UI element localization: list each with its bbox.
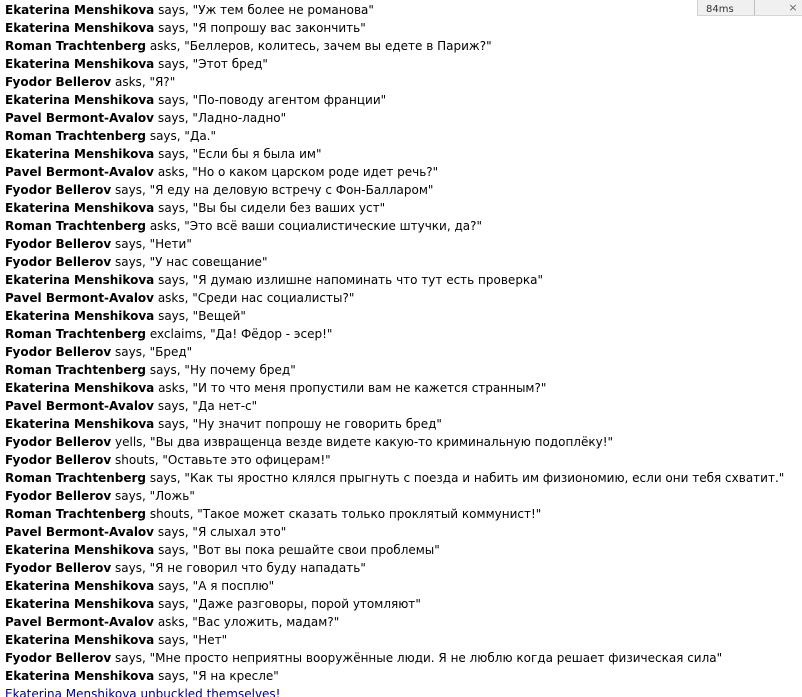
message-verb: says — [158, 417, 186, 431]
chat-message: Ekaterina Menshikova says, "А я посплю" — [5, 579, 275, 593]
message-verb: asks — [158, 381, 185, 395]
message-speaker: Fyodor Bellerov — [5, 651, 112, 665]
chat-message: Pavel Bermont-Avalov says, "Я слыхал это" — [5, 525, 287, 539]
message-verb: says — [158, 21, 186, 35]
message-text: Я? — [154, 75, 170, 89]
chat-message: Roman Trachtenberg says, "Ну почему бред" — [5, 363, 296, 377]
message-verb: shouts — [149, 507, 190, 521]
message-speaker: Fyodor Bellerov — [5, 489, 112, 503]
message-speaker: Fyodor Bellerov — [5, 75, 112, 89]
message-text: Оставьте это офицерам! — [167, 453, 326, 467]
message-text: Беллеров, колитесь, зачем вы едете в Париж? — [189, 39, 487, 53]
message-speaker: Fyodor Bellerov — [5, 345, 112, 359]
message-text: Вас уложить, мадам? — [197, 615, 334, 629]
message-verb: says — [158, 3, 186, 17]
chat-message: Ekaterina Menshikova says, "Вещей" — [5, 309, 246, 323]
message-text: Я на кресле — [198, 669, 274, 683]
chat-message: Ekaterina Menshikova says, "Вот вы пока решайте свои проблемы" — [5, 543, 440, 557]
message-speaker: Ekaterina Menshikova — [5, 309, 155, 323]
message-text: И то что меня пропустили вам не кажется странным? — [198, 381, 541, 395]
message-verb: yells — [115, 435, 143, 449]
chat-message: Fyodor Bellerov yells, "Вы два извращенца везде видете какую-то криминальную подоплёку!" — [5, 435, 614, 449]
chat-message: Fyodor Bellerov shouts, "Оставьте это офицерам!" — [5, 453, 331, 467]
message-verb: says — [158, 309, 186, 323]
message-text: По-поводу агентом франции — [198, 93, 381, 107]
message-speaker: Fyodor Bellerov — [5, 183, 112, 197]
message-text: Вы бы сидели без ваших уст — [198, 201, 380, 215]
message-speaker: Ekaterina Menshikova — [5, 381, 155, 395]
chat-message: Fyodor Bellerov says, "Нети" — [5, 237, 192, 251]
message-text: Такое может сказать только проклятый коммунист! — [202, 507, 536, 521]
message-speaker: Ekaterina Menshikova — [5, 579, 155, 593]
message-speaker: Pavel Bermont-Avalov — [5, 399, 154, 413]
message-verb: says — [115, 183, 142, 197]
message-speaker: Fyodor Bellerov — [5, 453, 112, 467]
message-verb: says — [158, 579, 186, 593]
chat-message: Pavel Bermont-Avalov asks, "Вас уложить, мадам?" — [5, 615, 340, 629]
message-verb: says — [115, 255, 142, 269]
message-text: Этот бред — [198, 57, 263, 71]
message-verb: says — [115, 561, 142, 575]
message-verb: asks — [157, 165, 185, 179]
message-speaker: Fyodor Bellerov — [5, 237, 112, 251]
message-text: У нас совещание — [155, 255, 262, 269]
message-speaker: Roman Trachtenberg — [5, 507, 146, 521]
chat-message: Ekaterina Menshikova says, "Этот бред" — [5, 57, 268, 71]
message-speaker: Roman Trachtenberg — [5, 471, 146, 485]
chat-message: Fyodor Bellerov asks, "Я?" — [5, 75, 176, 89]
chat-message: Ekaterina Menshikova says, "По-поводу агентом франции" — [5, 93, 387, 107]
message-speaker: Ekaterina Menshikova — [5, 93, 155, 107]
message-speaker: Ekaterina Menshikova — [5, 417, 155, 431]
message-text: Ну почему бред — [189, 363, 291, 377]
chat-message: Ekaterina Menshikova says, "Нет" — [5, 633, 228, 647]
message-speaker: Pavel Bermont-Avalov — [5, 165, 154, 179]
chat-message: Roman Trachtenberg exclaims, "Да! Фёдор - эсер!" — [5, 327, 333, 341]
message-text: Даже разговоры, порой утомляют — [198, 597, 416, 611]
message-text: Но о каком царском роде идет речь? — [197, 165, 433, 179]
chat-message: Fyodor Bellerov says, "Ложь" — [5, 489, 195, 503]
chat-message: Fyodor Bellerov says, "У нас совещание" — [5, 255, 268, 269]
message-text: Ладно-ладно — [197, 111, 281, 125]
message-text: Я слыхал это — [197, 525, 281, 539]
message-verb: says — [158, 93, 186, 107]
chat-message: Roman Trachtenberg says, "Как ты яростно клялся прыгнуть с поезда и набить им физиономию, если они тебя схватит." — [5, 471, 785, 485]
message-text: Уж тем более не романова — [198, 3, 369, 17]
message-verb: says — [158, 57, 186, 71]
message-speaker: Fyodor Bellerov — [5, 255, 112, 269]
message-speaker: Ekaterina Menshikova — [5, 633, 155, 647]
message-speaker: Ekaterina Menshikova — [5, 3, 155, 17]
message-speaker: Ekaterina Menshikova — [5, 543, 155, 557]
chat-message: Pavel Bermont-Avalov says, "Ладно-ладно" — [5, 111, 287, 125]
chat-message: Ekaterina Menshikova asks, "И то что меня пропустили вам не кажется странным?" — [5, 381, 547, 395]
message-text: А я посплю — [198, 579, 269, 593]
message-text: Среди нас социалисты? — [197, 291, 349, 305]
message-speaker: Ekaterina Menshikova — [5, 57, 155, 71]
message-speaker: Fyodor Bellerov — [5, 561, 112, 575]
close-icon[interactable]: × — [788, 1, 798, 14]
chat-message: Roman Trachtenberg asks, "Это всё ваши социалистические штучки, да?" — [5, 219, 483, 233]
message-text: Бред — [155, 345, 187, 359]
chat-message: Fyodor Bellerov says, "Я не говорил что буду нападать" — [5, 561, 366, 575]
chat-message: Ekaterina Menshikova says, "Я думаю излишне напоминать что тут есть проверка" — [5, 273, 544, 287]
message-speaker: Ekaterina Menshikova — [5, 669, 155, 683]
message-verb: says — [158, 147, 186, 161]
message-text: Нети — [155, 237, 187, 251]
message-verb: says — [158, 273, 186, 287]
message-verb: says — [115, 651, 142, 665]
message-speaker: Ekaterina Menshikova — [5, 147, 155, 161]
message-verb: says — [115, 489, 142, 503]
message-verb: says — [149, 471, 177, 485]
message-speaker: Pavel Bermont-Avalov — [5, 111, 154, 125]
message-verb: says — [115, 345, 142, 359]
chat-message: Ekaterina Menshikova says, "Даже разговоры, порой утомляют" — [5, 597, 421, 611]
message-verb: says — [158, 597, 186, 611]
chat-log — [5, 1, 795, 697]
chat-message: Roman Trachtenberg says, "Да." — [5, 129, 217, 143]
message-verb: says — [115, 237, 142, 251]
message-text: Я еду на деловую встречу с Фон-Балларом — [155, 183, 428, 197]
message-speaker: Roman Trachtenberg — [5, 363, 146, 377]
message-text: Да. — [189, 129, 211, 143]
message-speaker: Fyodor Bellerov — [5, 435, 112, 449]
message-speaker: Ekaterina Menshikova — [5, 201, 155, 215]
chat-message: Ekaterina Menshikova says, "Ну значит попрошу не говорить бред" — [5, 417, 442, 431]
message-verb: asks — [157, 615, 185, 629]
message-verb: says — [157, 111, 185, 125]
message-text: Я не говорил что буду нападать — [155, 561, 361, 575]
message-verb: asks — [149, 219, 177, 233]
message-text: Вещей — [198, 309, 241, 323]
message-speaker: Roman Trachtenberg — [5, 39, 146, 53]
message-text: Я попрошу вас закончить — [198, 21, 361, 35]
message-text: Вы два извращенца везде видете какую-то криминальную подоплёку! — [155, 435, 608, 449]
chat-message: Ekaterina Menshikova says, "Уж тем более не романова" — [5, 3, 374, 17]
message-text: Как ты яростно клялся прыгнуть с поезда и набить им физиономию, если они тебя схватит. — [189, 471, 779, 485]
ping-label: 84ms — [706, 4, 734, 15]
chat-message: Ekaterina Menshikova says, "Если бы я была им" — [5, 147, 322, 161]
message-text: Вот вы пока решайте свои проблемы — [198, 543, 435, 557]
chat-message: Pavel Bermont-Avalov says, "Да нет-с" — [5, 399, 258, 413]
emote-message: Ekaterina Menshikova unbuckled themselves! — [5, 687, 281, 697]
message-speaker: Pavel Bermont-Avalov — [5, 525, 154, 539]
message-speaker: Pavel Bermont-Avalov — [5, 291, 154, 305]
message-speaker: Roman Trachtenberg — [5, 327, 146, 341]
ping-divider — [754, 0, 755, 15]
message-text: Мне просто неприятны вооружённые люди. Я не люблю когда решает физическая сила — [155, 651, 717, 665]
chat-message: Ekaterina Menshikova says, "Вы бы сидели без ваших уст" — [5, 201, 386, 215]
message-speaker: Pavel Bermont-Avalov — [5, 615, 154, 629]
chat-message: Pavel Bermont-Avalov asks, "Среди нас социалисты?" — [5, 291, 355, 305]
message-verb: says — [158, 543, 186, 557]
chat-message: Roman Trachtenberg shouts, "Такое может сказать только проклятый коммунист!" — [5, 507, 542, 521]
chat-message: Fyodor Bellerov says, "Я еду на деловую встречу с Фон-Балларом" — [5, 183, 434, 197]
message-verb: shouts — [115, 453, 155, 467]
message-text: Я думаю излишне напоминать что тут есть проверка — [198, 273, 538, 287]
message-speaker: Roman Trachtenberg — [5, 219, 146, 233]
message-verb: says — [157, 525, 185, 539]
message-speaker: Roman Trachtenberg — [5, 129, 146, 143]
message-text: Нет — [198, 633, 222, 647]
message-verb: says — [149, 129, 177, 143]
message-verb: says — [149, 363, 177, 377]
message-verb: asks — [115, 75, 142, 89]
chat-message: Fyodor Bellerov says, "Мне просто неприятны вооружённые люди. Я не люблю когда решает физическая сила" — [5, 651, 723, 665]
message-text: Ложь — [155, 489, 190, 503]
message-verb: asks — [157, 291, 185, 305]
message-verb: says — [158, 633, 186, 647]
message-text: Да нет-с — [197, 399, 252, 413]
chat-message: Fyodor Bellerov says, "Бред" — [5, 345, 193, 359]
message-verb: exclaims — [149, 327, 203, 341]
message-verb: says — [157, 399, 185, 413]
message-text: Если бы я была им — [198, 147, 316, 161]
message-speaker: Ekaterina Menshikova — [5, 597, 155, 611]
message-text: Да! Фёдор - эсер! — [215, 327, 327, 341]
chat-message: Ekaterina Menshikova says, "Я на кресле" — [5, 669, 279, 683]
chat-message: Ekaterina Menshikova says, "Я попрошу вас закончить" — [5, 21, 366, 35]
chat-message: Pavel Bermont-Avalov asks, "Но о каком царском роде идет речь?" — [5, 165, 439, 179]
chat-message: Roman Trachtenberg asks, "Беллеров, колитесь, зачем вы едете в Париж?" — [5, 39, 492, 53]
message-verb: says — [158, 201, 186, 215]
message-text: Ну значит попрошу не говорить бред — [198, 417, 437, 431]
message-text: Это всё ваши социалистические штучки, да? — [189, 219, 477, 233]
message-speaker: Ekaterina Menshikova — [5, 21, 155, 35]
message-verb: says — [158, 669, 186, 683]
message-verb: asks — [149, 39, 177, 53]
ping-indicator — [697, 0, 802, 16]
message-speaker: Ekaterina Menshikova — [5, 273, 155, 287]
